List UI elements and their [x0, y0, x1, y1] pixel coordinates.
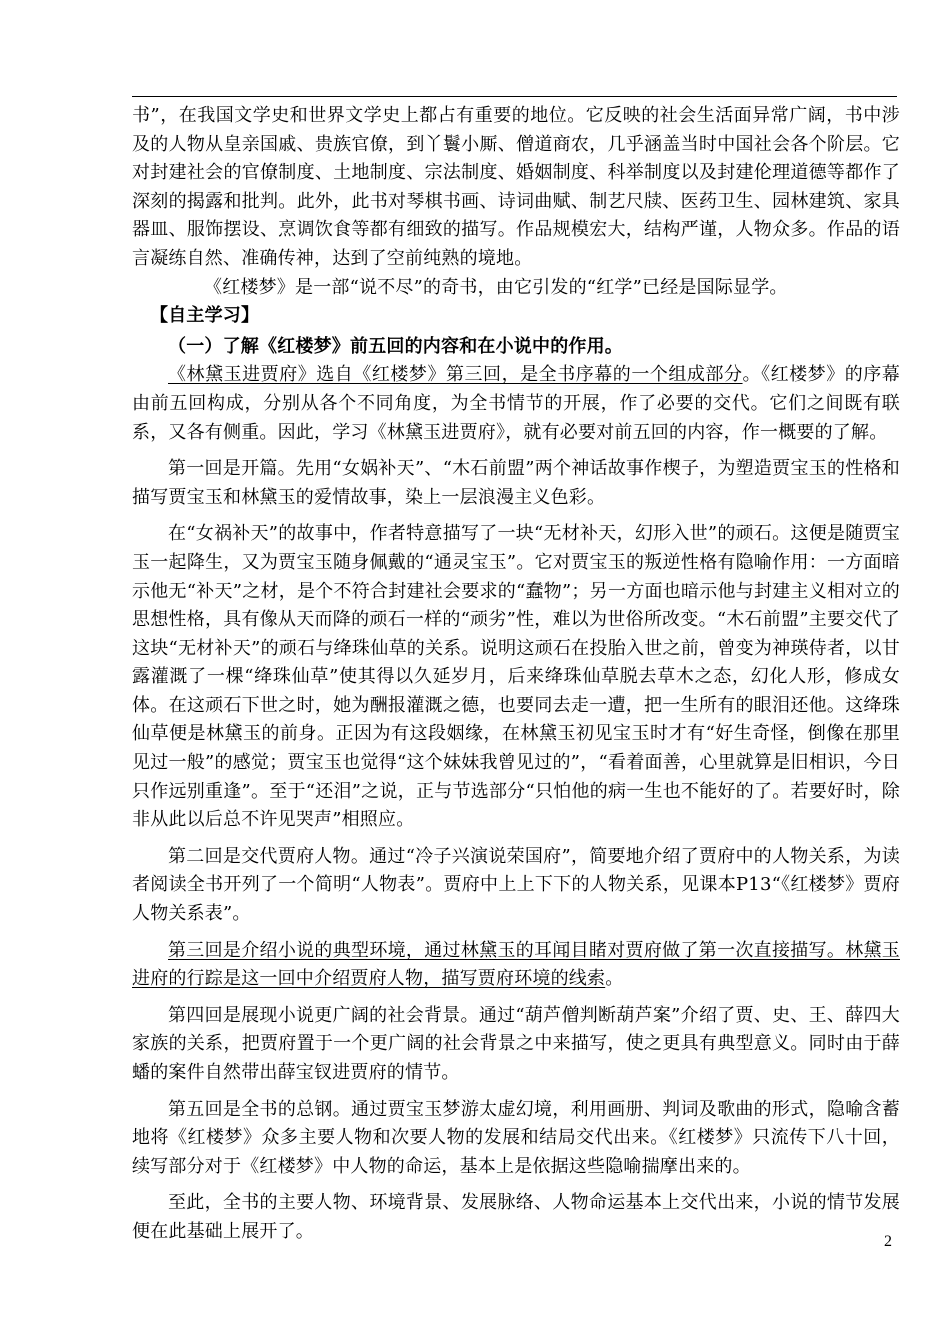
document-body [132, 102, 900, 1247]
subsection-heading: （一）了解《红楼梦》前五回的内容和在小说中的作用。 [168, 335, 623, 357]
chapter3-underlined-text: 第三回是介绍小说的典型环境，通过林黛玉的耳闻目睹对贾府做了第一次直接描写。林黛玉进府的行踪是这一回中介绍贾府人物，描写贾府环境的线索 [132, 939, 900, 990]
conclusion-paragraph: 至此，全书的主要人物、环境背景、发展脉络、人物命运基本上交代出来，小说的情节发展便在此基础上展开了。 [132, 1192, 900, 1242]
chapter3-paragraph [132, 937, 900, 994]
chapter1-detail-paragraph: 在“女祸补天”的故事中，作者特意描写了一块“无材补天，幻形入世”的顽石。这便是随贾宝玉一起降生，又为贾宝玉随身佩戴的“通灵宝玉”。它对贾宝玉的叛逆性格有隐喻作用：一方面暗示他无“补天”之材，是个不符合封建社会要求的“蠢物”；另一方面也暗示他与封建主义相对立的思想性格，具有像从天而降的顽石一样的“顽劣”性，难以为世俗所改变。“木石前盟”主要交代了这块“无材补天”的顽石与绛珠仙草的关系。说明这顽石在投胎入世之前，曾变为神瑛侍者，以甘露灌溉了一棵“绛珠仙草”使其得以久延岁月，后来绛珠仙草脱去草木之态，幻化人形，修成女体。在这顽石下世之时，她为酬报灌溉之德，也要同去走一遭，把一生所有的眼泪还他。这绛珠仙草便是林黛玉的前身。正因为有这段姻缘，在林黛玉初见宝玉时才有“好生奇怪，倒像在那里见过一般”的感觉；贾宝玉也觉得“这个妹妹我曾见过的”，“看着面善，心里就算是旧相识，今日只作远别重逢”。至于“还泪”之说，正与节选部分“只怕他的病一生也不能好的了。若要好时，除非从此以后总不许见哭声”相照应。 [132, 523, 900, 831]
chapter3-end: 。 [605, 968, 624, 990]
chapter1-paragraph: 第一回是开篇。先用“女娲补天”、“木石前盟”两个神话故事作楔子，为塑造贾宝玉的性格和描写贾宝玉和林黛玉的爱情故事，染上一层浪漫主义色彩。 [132, 458, 900, 508]
intro-paragraph: 书”，在我国文学史和世界文学史上都占有重要的地位。它反映的社会生活面异常广阔，书中涉及的人物从皇亲国戚、贵族官僚，到丫鬟小厮、僧道商农，几乎涵盖当时中国社会各个阶层。它对封建社会的官僚制度、土地制度、宗法制度、婚姻制度、科举制度以及封建伦理道德等都作了深刻的揭露和批判。此外，此书对琴棋书画、诗词曲赋、制艺尺牍、医药卫生、园林建筑、家具器皿、服饰摆设、烹调饮食等都有细致的描写。作品规模宏大，结构严谨，人物众多。作品的语言凝练自然、准确传神，达到了空前纯熟的境地。 [132, 105, 900, 269]
prelude-paragraph [132, 361, 900, 447]
section-heading: 【自主学习】 [150, 305, 260, 327]
page-number: 2 [884, 1233, 892, 1250]
prelude-text: 。《红楼梦》的序幕由前五回构成，分别从各个不同角度，为全书情节的开展，作了必要的交代。它们之间既有联系，又各有侧重。因此，学习《林黛玉进贾府》，就有必要对前五回的内容，作一概要的了解。 [132, 364, 900, 443]
chapter5-paragraph: 第五回是全书的总钢。通过贾宝玉梦游太虚幻境，利用画册、判词及歌曲的形式，隐喻含蓄地将《红楼梦》众多主要人物和次要人物的发展和结局交代出来。《红楼梦》只流传下八十回，续写部分对于《红楼梦》中人物的命运，基本上是依据这些隐喻揣摩出来的。 [132, 1098, 900, 1177]
redology-paragraph: 《红楼梦》是一部“说不尽”的奇书，由它引发的“红学”已经是国际显学。 [204, 276, 788, 298]
chapter4-paragraph: 第四回是展现小说更广阔的社会背景。通过“葫芦僧判断葫芦案”介绍了贾、史、王、薛四大家族的关系，把贾府置于一个更广阔的社会背景之中来描写，使之更具有典型意义。同时由于薛蟠的案件自然带出薛宝钗进贾府的情节。 [132, 1004, 900, 1083]
prelude-underlined-text: 《林黛玉进贾府》选自《红楼梦》第三回，是全书序幕的一个组成部分 [168, 364, 743, 386]
chapter2-paragraph: 第二回是交代贾府人物。通过“冷子兴演说荣国府”，简要地介绍了贾府中的人物关系，为读者阅读全书开列了一个简明“人物表”。贾府中上上下下的人物关系，见课本P13“《红楼梦》贾府人物关系表”。 [132, 845, 900, 925]
header-rule [132, 96, 897, 97]
